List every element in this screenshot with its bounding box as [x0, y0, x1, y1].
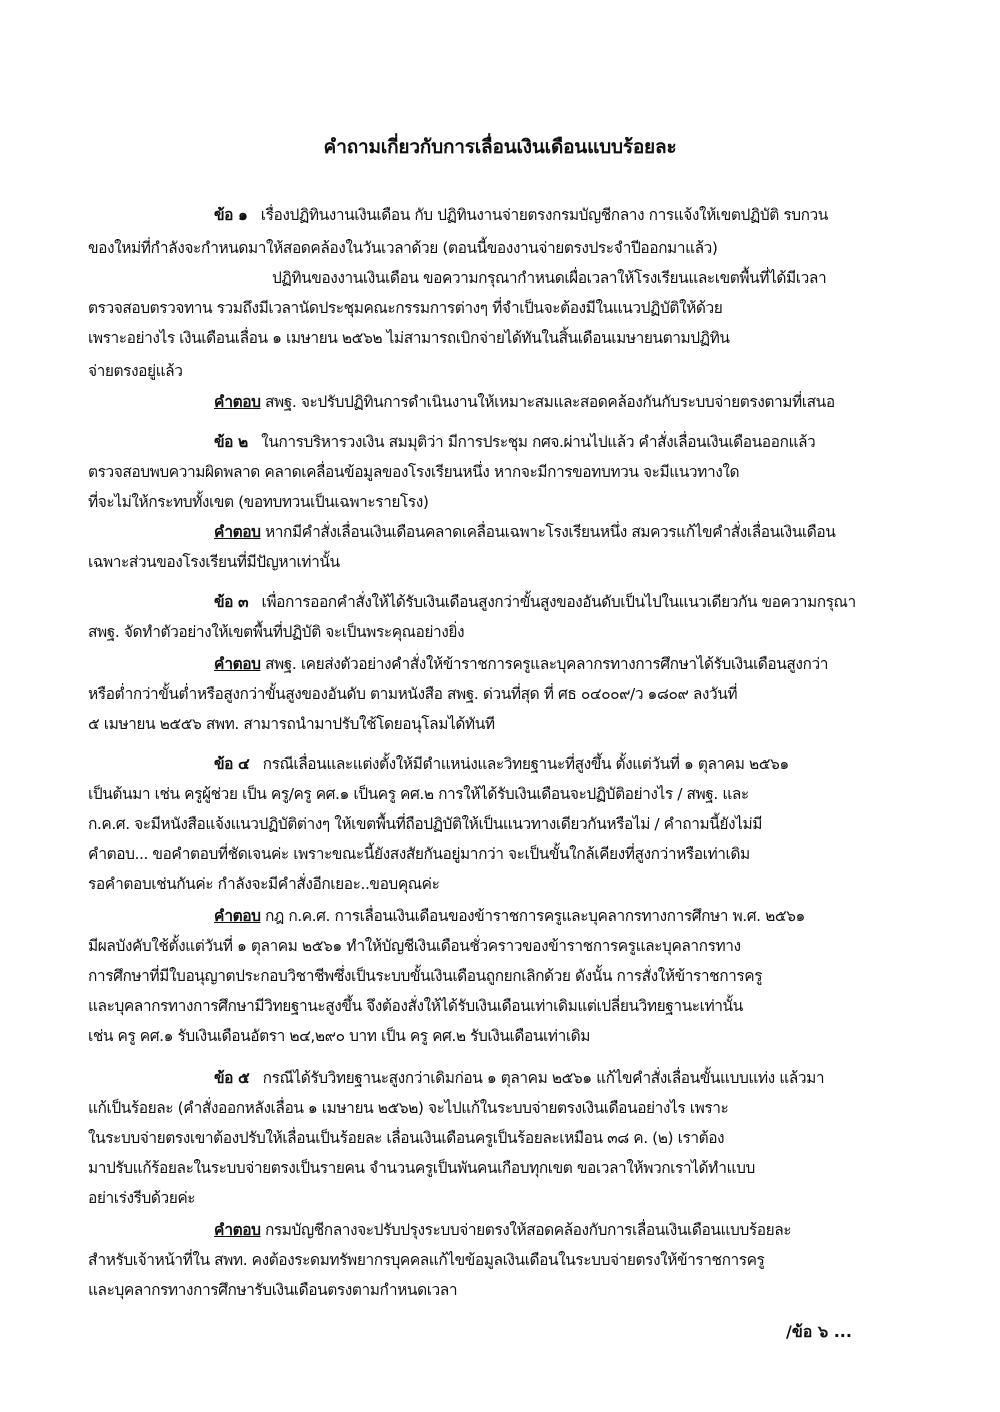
text-line [88, 684, 737, 704]
text-line [88, 328, 730, 348]
document-title: คำถามเกี่ยวกับการเลื่อนเงินเดือนแบบร้อยละ [323, 136, 677, 158]
answer-label: คำตอบ [214, 655, 261, 673]
line-text: เพื่อการออกคำสั่งให้ได้รับเงินเดือนสูงกว่าขั้นสูงของอันดับเป็นไปในแนวเดียวกัน ขอความกรุณา [261, 593, 856, 611]
text-line [88, 1280, 457, 1300]
text-line [88, 874, 439, 894]
question-number: ข้อ ๔ [214, 755, 250, 773]
text-line [214, 522, 835, 542]
text-line [88, 1026, 590, 1046]
text-line [88, 966, 762, 986]
line-text: การศึกษาที่มีใบอนุญาตประกอบวิชาชีพซึ่งเป็นระบบขั้นเงินเดือนถูกยกเลิกด้วย ดังนั้น การสั่งให้ข้าราชการครู [88, 967, 763, 985]
text-line [88, 1158, 755, 1178]
continuation-footer: /ข้อ ๖ ... [786, 1322, 852, 1341]
line-text: หรือต่ำกว่าขั้นต่ำหรือสูงกว่าขั้นสูงของอันดับ ตามหนังสือ สพฐ. ด่วนที่สุด ที่ ศธ ๐๔๐๐๙/ว ๑๘๐๙ ลงวันที่ [88, 685, 738, 703]
answer-label: คำตอบ [214, 1221, 261, 1239]
text-line [88, 1098, 728, 1118]
question-number: ข้อ ๕ [214, 1069, 250, 1087]
text-line [88, 298, 722, 318]
line-text: ๕ เมษายน ๒๕๕๖ สพท. สามารถนำมาปรับใช้โดยอนุโลมได้ทันที [88, 715, 495, 733]
line-text: สพฐ. จะปรับปฏิทินการดำเนินงานให้เหมาะสมและสอดคล้องกันกับระบบจ่ายตรงตามที่เสนอ [264, 393, 835, 411]
line-text: และบุคลากรทางการศึกษามีวิทยฐานะสูงขึ้น จึงต้องสั่งให้ได้รับเงินเดือนเท่าเดิมแต่เปลี่ยนวิทยฐานะเท่านั้น [88, 997, 743, 1015]
text-line [88, 361, 182, 381]
line-text: อย่าเร่งรีบด้วยค่ะ [88, 1189, 196, 1207]
line-text: กรณีเลื่อนและแต่งตั้งให้มีตำแหน่งและวิทยฐานะที่สูงขึ้น ตั้งแต่วันที่ ๑ ตุลาคม ๒๕๖๑ [262, 755, 789, 773]
question-number: ข้อ ๒ [214, 433, 248, 451]
line-text: เป็นต้นมา เช่น ครูผู้ช่วย เป็น ครู/ครู คศ.๑ เป็นครู คศ.๒ การให้ได้รับเงินเดือนจะปฏิบัติอย่างไร / สพฐ. และ [88, 785, 749, 803]
line-text: และบุคลากรทางการศึกษารับเงินเดือนตรงตามกำหนดเวลา [88, 1281, 458, 1299]
question-number: ข้อ ๑ [214, 206, 248, 224]
line-text: สพฐ. จัดทำตัวอย่างให้เขตพื้นที่ปฏิบัติ จะเป็นพระคุณอย่างยิ่ง [88, 623, 465, 641]
text-line [214, 754, 789, 774]
text-line [88, 1250, 764, 1270]
text-line [214, 592, 856, 612]
line-text: ก.ค.ศ. จะมีหนังสือแจ้งแนวปฏิบัติต่างๆ ให้เขตพื้นที่ถือปฏิบัติให้เป็นแนวทางเดียวกันหรือไม่ / คำถามนี้ยังไม่มี [88, 815, 763, 833]
question-number: ข้อ ๓ [214, 593, 249, 611]
text-line [214, 1220, 791, 1240]
line-text: คำตอบ... ขอคำตอบที่ชัดเจนค่ะ เพราะขณะนี้ยังสงสัยกันอยู่มากว่า จะเป็นขั้นใกล้เคียงที่สูงกว่าหรือเท่าเดิม [88, 845, 750, 863]
line-text: เช่น ครู คศ.๑ รับเงินเดือนอัตรา ๒๔,๒๙๐ บาท เป็น ครู คศ.๒ รับเงินเดือนเท่าเดิม [88, 1027, 591, 1045]
text-line [88, 844, 750, 864]
text-line [88, 784, 749, 804]
line-text: มาปรับแก้ร้อยละในระบบจ่ายตรงเป็นรายคน จำนวนครูเป็นพันคนเกือบทุกเขต ขอเวลาให้พวกเราได้ทำแบบ [88, 1159, 755, 1177]
line-text: ของใหม่ที่กำลังจะกำหนดมาให้สอดคล้องในวันเวลาด้วย (ตอนนี้ของงานจ่ายตรงประจำปีออกมาแล้ว) [88, 239, 718, 257]
line-text: สพฐ. เคยส่งตัวอย่างคำสั่งให้ข้าราชการครูและบุคลากรทางการศึกษาได้รับเงินเดือนสูงกว่า [264, 655, 828, 673]
line-text: เพราะอย่างไร เงินเดือนเลื่อน ๑ เมษายน ๒๕๖๒ ไม่สามารถเบิกจ่ายได้ทันในสิ้นเดือนเมษายนตามปฏิทิน [88, 329, 730, 347]
line-text: ในการบริหารวงเงิน สมมุติว่า มีการประชุม กศจ.ผ่านไปแล้ว คำสั่งเลื่อนเงินเดือนออกแล้ว [261, 433, 816, 451]
line-text: ตรวจสอบตรวจทาน รวมถึงมีเวลานัดประชุมคณะกรรมการต่างๆ ที่จำเป็นจะต้องมีในแนวปฏิบัติให้ด้วย [88, 299, 723, 317]
line-text: เรื่องปฏิทินงานเงินเดือน กับ ปฏิทินงานจ่ายตรงกรมบัญชีกลาง การแจ้งให้เขตปฏิบัติ รบกวน [260, 206, 828, 224]
line-text: กรณีได้รับวิทยฐานะสูงกว่าเดิมก่อน ๑ ตุลาคม ๒๕๖๑ แก้ไขคำสั่งเลื่อนขั้นแบบแท่ง แล้วมา [262, 1069, 825, 1087]
answer-label: คำตอบ [214, 393, 261, 411]
line-text: ปฏิทินของงานเงินเดือน ขอความกรุณากำหนดเผื่อเวลาให้โรงเรียนและเขตพื้นที่ได้มีเวลา [272, 269, 827, 287]
text-line [214, 654, 828, 674]
text-line [214, 392, 835, 412]
text-line [214, 906, 805, 926]
answer-label: คำตอบ [214, 523, 261, 541]
text-line [88, 552, 340, 572]
text-line [88, 462, 739, 482]
text-line [88, 238, 718, 258]
text-line [88, 622, 464, 642]
line-text: รอคำตอบเช่นกันค่ะ กำลังจะมีคำสั่งอีกเยอะ..ขอบคุณค่ะ [88, 875, 440, 893]
text-line [214, 432, 815, 452]
text-line [88, 492, 428, 512]
line-text: ที่จะไม่ให้กระทบทั้งเขต (ขอทบทวนเป็นเฉพาะรายโรง) [88, 493, 429, 511]
line-text: กฎ ก.ค.ศ. การเลื่อนเงินเดือนของข้าราชการครูและบุคลากรทางการศึกษา พ.ศ. ๒๕๖๑ [264, 907, 805, 925]
line-text: แก้เป็นร้อยละ (คำสั่งออกหลังเลื่อน ๑ เมษายน ๒๕๖๒) จะไปแก้ในระบบจ่ายตรงเงินเดือนอย่างไร เพราะ [88, 1099, 729, 1117]
line-text: เฉพาะส่วนของโรงเรียนที่มีปัญหาเท่านั้น [88, 553, 340, 571]
text-line [88, 936, 741, 956]
text-line [214, 1068, 824, 1088]
text-line [88, 814, 762, 834]
line-text: ตรวจสอบพบความผิดพลาด คลาดเคลื่อนข้อมูลของโรงเรียนหนึ่ง หากจะมีการขอทบทวน จะมีแนวทางใด [88, 463, 740, 481]
line-text: หากมีคำสั่งเลื่อนเงินเดือนคลาดเคลื่อนเฉพาะโรงเรียนหนึ่ง สมควรแก้ไขคำสั่งเลื่อนเงินเดือน [264, 523, 836, 541]
line-text: กรมบัญชีกลางจะปรับปรุงระบบจ่ายตรงให้สอดคล้องกับการเลื่อนเงินเดือนแบบร้อยละ [264, 1221, 792, 1239]
line-text: จ่ายตรงอยู่แล้ว [88, 362, 183, 380]
text-line [214, 205, 828, 225]
text-line [88, 1188, 195, 1208]
line-text: สำหรับเจ้าหน้าที่ใน สพท. คงต้องระดมทรัพยากรบุคคลแก้ไขข้อมูลเงินเดือนในระบบจ่ายตรงให้ข้าราชการครู [88, 1251, 765, 1269]
line-text: ในระบบจ่ายตรงเขาต้องปรับให้เลื่อนเป็นร้อยละ เลื่อนเงินเดือนครูเป็นร้อยละเหมือน ๓๘ ค. (๒) เราต้อง [88, 1129, 725, 1147]
text-line [88, 996, 743, 1016]
text-line [88, 714, 495, 734]
answer-label: คำตอบ [214, 907, 261, 925]
text-line [272, 268, 826, 288]
text-line [88, 1128, 724, 1148]
line-text: มีผลบังคับใช้ตั้งแต่วันที่ ๑ ตุลาคม ๒๕๖๑ ทำให้บัญชีเงินเดือนชั่วคราวของข้าราชการครูและบุคลากรทาง [88, 937, 741, 955]
